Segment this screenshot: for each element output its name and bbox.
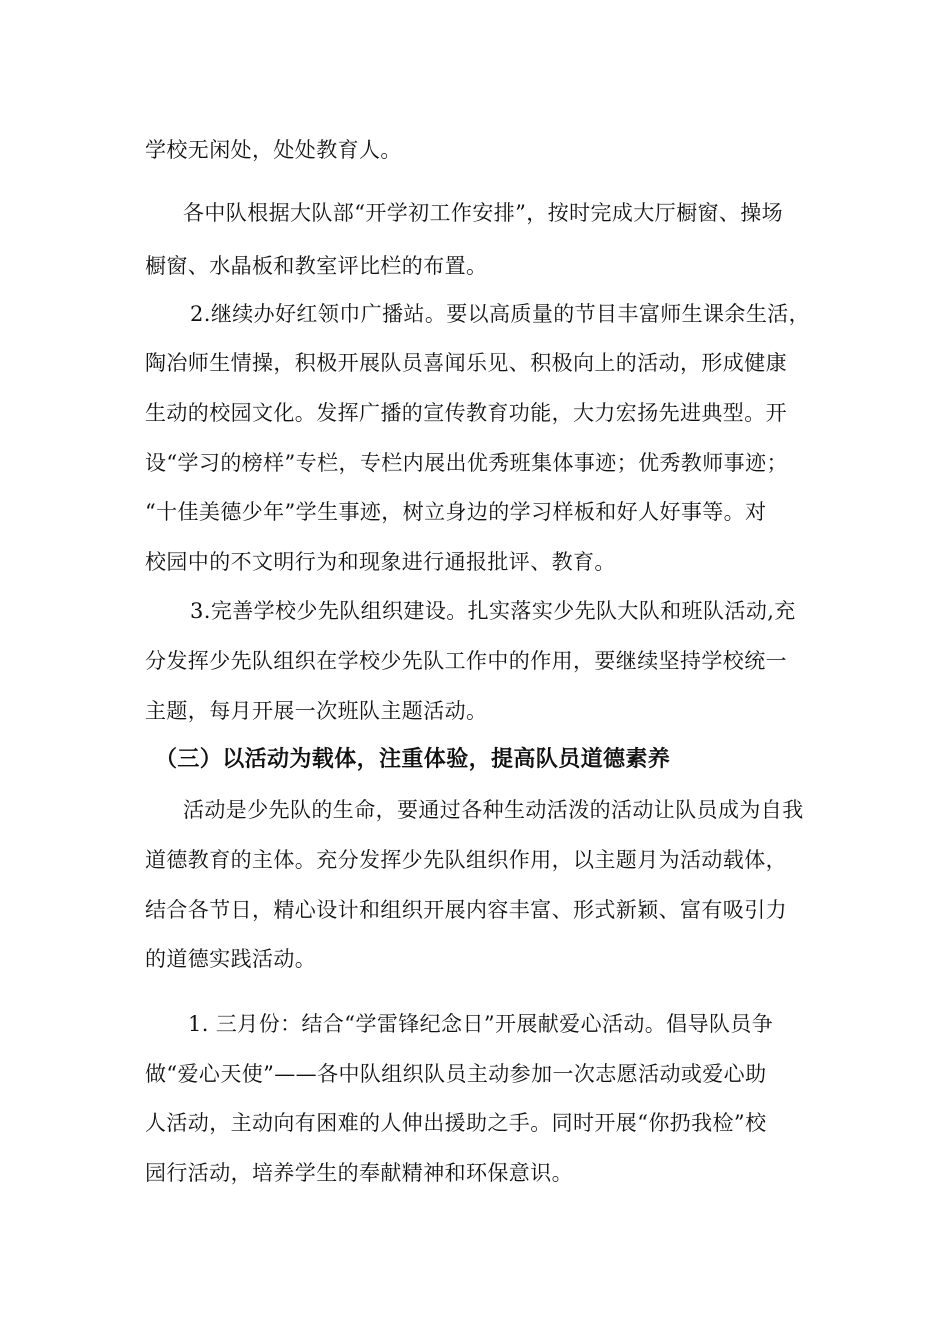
paragraph-line: 主题，每月开展一次班队主题活动。 [145,699,488,723]
paragraph-line: 2.继续办好红领巾广播站。要以高质量的节目丰富师生课余生活， [190,302,811,326]
paragraph-line: 结合各节日，精心设计和组织开展内容丰富、形式新颖、富有吸引力 [145,898,787,922]
paragraph-line: 3.完善学校少先队组织建设。扎实落实少先队大队和班队活动,充 [190,599,796,623]
section-heading: （三）以活动为载体，注重体验，提高队员道德素养 [155,747,671,772]
paragraph-line: “十佳美德少年”学生事迹，树立身边的学习样板和好人好事等。对 [145,500,767,524]
paragraph-line: 道德教育的主体。充分发挥少先队组织作用，以主题月为活动载体， [145,848,787,872]
paragraph-line: 分发挥少先队组织在学校少先队工作中的作用，要继续坚持学校统一 [145,649,787,673]
paragraph-line: 设“学习的榜样”专栏，专栏内展出优秀班集体事迹；优秀教师事迹； [145,451,788,475]
paragraph-line: 的道德实践活动。 [145,947,317,971]
paragraph-line: 活动是少先队的生命，要通过各种生动活泼的活动让队员成为自我 [183,798,804,822]
paragraph-line: 陶冶师生情操，积极开展队员喜闻乐见、积极向上的活动，形成健康 [145,351,787,375]
paragraph-line: 各中队根据大队部“开学初工作安排”，按时完成大厅橱窗、操场 [183,201,784,225]
paragraph-line: 校园中的不文明行为和现象进行通报批评、教育。 [145,550,616,574]
paragraph-line: 橱窗、水晶板和教室评比栏的布置。 [145,254,488,278]
paragraph-line: 学校无闲处，处处教育人。 [145,138,402,162]
paragraph-line: 做“爱心天使”——各中队组织队员主动参加一次志愿活动或爱心助 [145,1062,767,1086]
paragraph-line: 人活动，主动向有困难的人伸出援助之手。同时开展“你扔我检”校 [145,1111,767,1135]
paragraph-line: 1. 三月份：结合“学雷锋纪念日”开展献爱心活动。倡导队员争 [188,1012,774,1036]
paragraph-line: 生动的校园文化。发挥广播的宣传教育功能，大力宏扬先进典型。开 [145,401,787,425]
paragraph-line: 园行活动，培养学生的奉献精神和环保意识。 [145,1161,573,1185]
